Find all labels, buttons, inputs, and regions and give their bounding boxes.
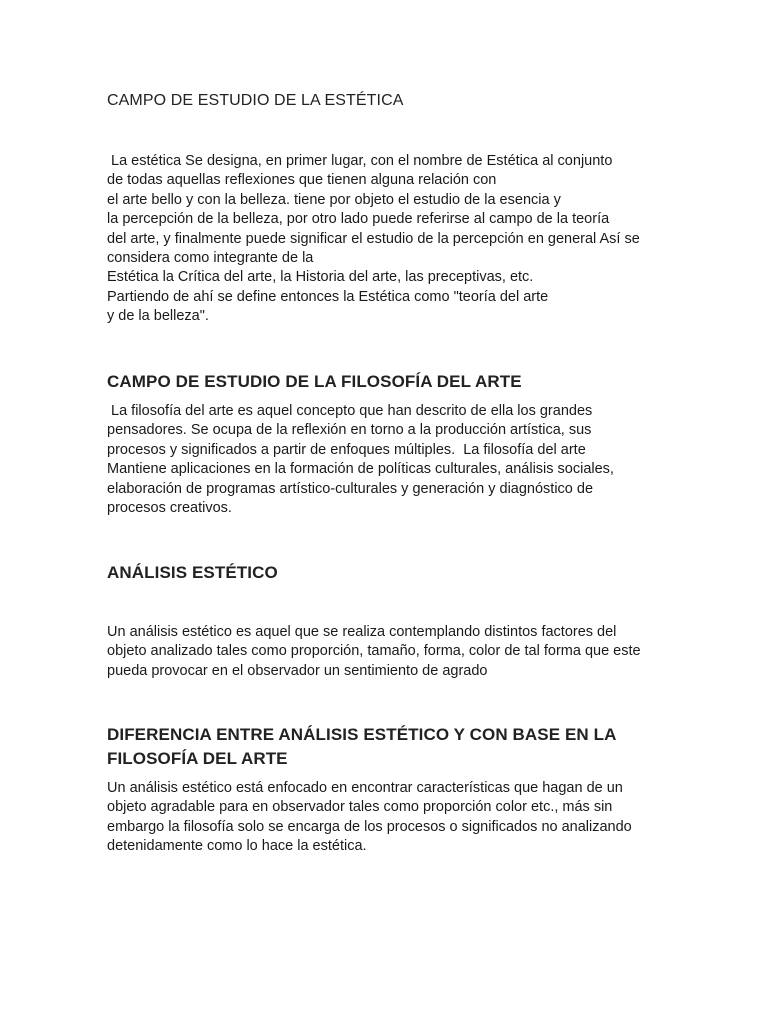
section-heading-line: FILOSOFÍA DEL ARTE [107,749,288,768]
section-analisis-body [107,623,707,681]
body-line: La filosofía del arte es aquel concepto que han descrito de ella los grandes [107,403,593,419]
section-diferencia [107,723,707,771]
body-line: objeto agradable para en observador tales como proporción color etc., más sin [107,799,613,816]
body-line: procesos y significados a partir de enfoques múltiples. La filosofía del arte [107,441,586,458]
section-diferencia-body [107,779,707,857]
body-line: el arte bello y con la belleza. tiene por objeto el estudio de la esencia y [107,191,561,208]
section-analisis [107,561,707,585]
body-line: La estética Se designa, en primer lugar, con el nombre de Estética al conjunto [107,153,613,169]
body-line: Un análisis estético está enfocado en encontrar características que hagan de un [107,780,623,796]
body-line: Partiendo de ahí se define entonces la Estética como "teoría del arte [107,288,549,305]
body-line: pensadores. Se ocupa de la reflexión en torno a la producción artística, sus [107,422,592,439]
section-heading: ANÁLISIS ESTÉTICO [107,563,278,582]
body-line: Mantiene aplicaciones en la formación de políticas culturales, análisis sociales, [107,461,614,478]
section-filosofia [107,370,707,394]
section-estetica-body [107,152,707,327]
body-line: embargo la filosofía solo se encarga de los procesos o significados no analizando [107,818,632,835]
section-heading: CAMPO DE ESTUDIO DE LA FILOSOFÍA DEL ARTE [107,372,522,391]
section-heading-line: DIFERENCIA ENTRE ANÁLISIS ESTÉTICO Y CON BASE EN LA [107,725,617,744]
body-line: pueda provocar en el observador un sentimiento de agrado [107,662,488,679]
body-line: del arte, y finalmente puede significar el estudio de la percepción en general Así se [107,230,640,247]
section-filosofia-body [107,402,707,518]
section-estetica [107,91,707,111]
body-line: procesos creativos. [107,500,232,517]
body-line: objeto analizado tales como proporción, tamaño, forma, color de tal forma que este [107,643,641,660]
body-line: y de la belleza". [107,308,209,325]
body-line: Estética la Crítica del arte, la Historia del arte, las preceptivas, etc. [107,269,534,286]
body-line: considera como integrante de la [107,250,314,267]
body-line: detenidamente como lo hace la estética. [107,838,367,855]
section-heading: CAMPO DE ESTUDIO DE LA ESTÉTICA [107,92,404,109]
body-line: la percepción de la belleza, por otro lado puede referirse al campo de la teoría [107,211,610,228]
body-line: Un análisis estético es aquel que se realiza contemplando distintos factores del [107,624,617,640]
body-line: de todas aquellas reflexiones que tienen alguna relación con [107,172,497,189]
body-line: elaboración de programas artístico-culturales y generación y diagnóstico de [107,480,594,497]
